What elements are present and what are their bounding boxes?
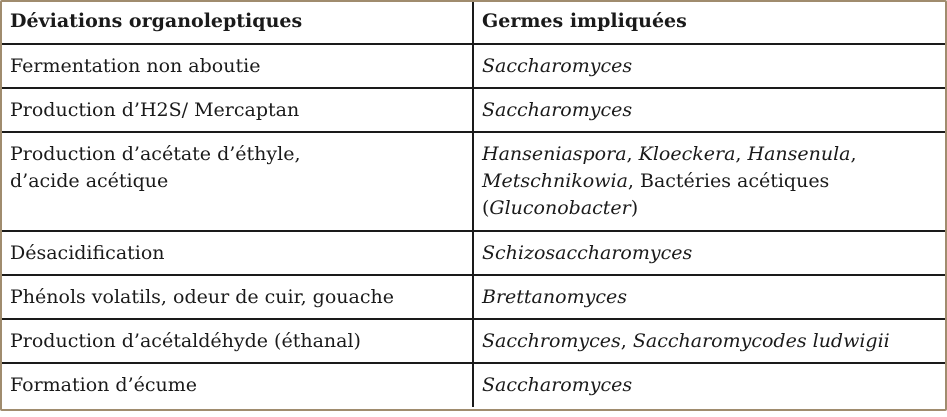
germ-name: Saccharomyces [482,99,633,121]
cell-deviation: Fermentation non aboutie [2,44,473,88]
germ-separator: , [620,330,633,352]
germ-name: Saccharomyces [482,55,633,77]
germ-name: Brettanomyces [482,286,627,308]
cell-deviation: Phénols volatils, odeur de cuir, gouache [2,275,473,319]
cell-germes [473,275,945,319]
cell-germes [473,132,945,231]
germ-name: Metschnikowia [482,170,628,192]
table-row [2,132,945,231]
table-row [2,275,945,319]
germ-name: Gluconobacter [489,197,631,219]
germ-name: Hansenula [747,143,851,165]
germ-name: Hanseniaspora [482,143,627,165]
cell-germes [473,88,945,132]
germ-name: Schizosaccharomyces [482,242,693,264]
cell-germes [473,44,945,88]
germ-separator: , [735,143,748,165]
cell-deviation: Formation d’écume [2,363,473,407]
germ-name: Sacchromyces [482,330,621,352]
cell-germes [473,363,945,407]
header-germes: Germes impliquées [473,2,945,44]
table-row [2,88,945,132]
germ-separator: , Bactéries acétiques ( [482,170,830,219]
deviations-table [2,2,945,407]
cell-germes [473,319,945,363]
germ-name: Kloeckera [638,143,736,165]
cell-germes [473,231,945,275]
germ-name: Saccharomycodes ludwigii [632,330,890,352]
germ-separator: , [850,143,857,165]
cell-deviation: Désacidification [2,231,473,275]
table-row [2,231,945,275]
cell-deviation: Production d’acétate d’éthyle, d’acide acétique [2,132,473,231]
table-row [2,319,945,363]
germ-separator: , [626,143,639,165]
table-header-row [2,2,945,44]
germ-separator: ) [630,197,639,219]
header-deviations: Déviations organoleptiques [2,2,473,44]
cell-deviation: Production d’acétaldéhyde (éthanal) [2,319,473,363]
table-row [2,44,945,88]
germ-name: Saccharomyces [482,374,633,396]
cell-deviation: Production d’H2S/ Mercaptan [2,88,473,132]
table-row [2,363,945,407]
